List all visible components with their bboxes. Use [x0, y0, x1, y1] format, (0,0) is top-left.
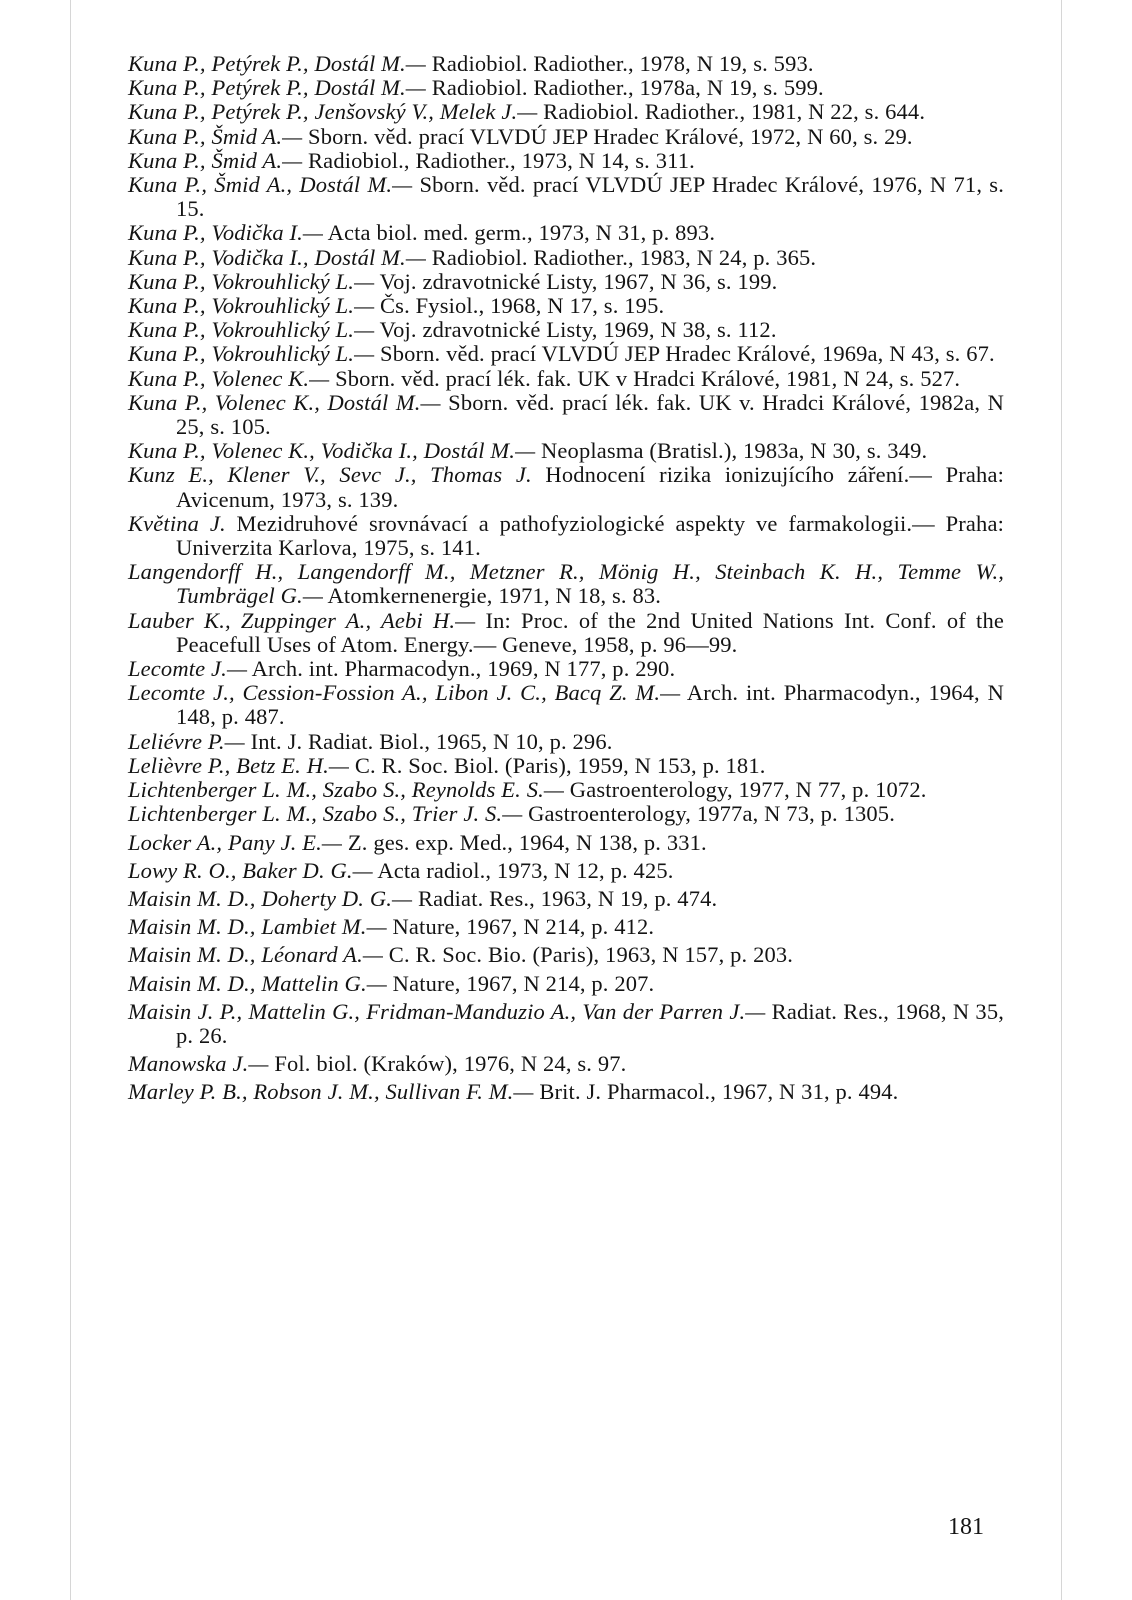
reference-authors: Kuna P., Vokrouhlický L.— [128, 293, 375, 319]
reference-source: Voj. zdravotnické Listy, 1967, N 36, s. 199. [374, 268, 778, 294]
reference-source: Brit. J. Pharmacol., 1967, N 31, p. 494. [533, 1079, 899, 1105]
reference-source: Sborn. věd. prací lék. fak. UK v. Hradci Králové, 1982a, N 25, s. 105. [176, 389, 1005, 440]
reference-source: Acta biol. med. germ., 1973, N 31, p. 893. [323, 220, 716, 246]
reference-source: Nature, 1967, N 214, p. 207. [386, 970, 655, 996]
reference-source: Neoplasma (Bratisl.), 1983a, N 30, s. 349. [535, 438, 928, 464]
reference-authors: Kunz E., Klener V., Sevc J., Thomas J. [128, 462, 532, 488]
reference-authors: Kuna P., Petýrek P., Jenšovský V., Melek J.— [128, 99, 538, 125]
reference-entry [128, 778, 1004, 802]
reference-authors: Lauber K., Zuppinger A., Aebi H.— [128, 607, 476, 633]
reference-authors: Kuna P., Šmid A.— [128, 147, 303, 173]
reference-entry [128, 318, 1004, 342]
reference-authors: Lichtenberger L. M., Szabo S., Reynolds E. S.— [128, 777, 565, 803]
reference-authors: Kuna P., Šmid A.— [128, 123, 303, 149]
reference-entry [128, 859, 1004, 883]
reference-source: Sborn. věd. prací VLVDÚ JEP Hradec Králové, 1976, N 71, s. 15. [176, 172, 1004, 222]
reference-source: Hodnocení rizika ionizujícího záření.— Praha: Avicenum, 1973, s. 139. [176, 462, 1004, 512]
reference-entry [128, 246, 1004, 270]
reference-entry [128, 887, 1004, 911]
reference-entry [128, 915, 1004, 939]
reference-source: Arch. int. Pharmacodyn., 1969, N 177, p. 290. [247, 656, 676, 682]
reference-source: In: Proc. of the 2nd United Nations Int. Conf. of the Peacefull Uses of Atom. Energy.— Geneve, 1958, p. 96—99. [176, 607, 1004, 657]
reference-source: Voj. zdravotnické Listy, 1969, N 38, s. 112. [374, 317, 777, 343]
reference-entry [128, 221, 1004, 245]
reference-entry [128, 681, 1004, 729]
reference-source: Atomkernenergie, 1971, N 18, s. 83. [322, 583, 662, 609]
reference-source: Radiobiol., Radiother., 1973, N 14, s. 311. [302, 147, 695, 173]
reference-source: Z. ges. exp. Med., 1964, N 138, p. 331. [342, 829, 707, 855]
reference-entry [128, 52, 1004, 76]
reference-authors: Kuna P., Vokrouhlický L.— [128, 317, 375, 343]
reference-authors: Langendorff H., Langendorff M., Metzner R., Mönig H., Steinbach K. H., Temme W., Tumbrägel G.— [128, 559, 1004, 609]
reference-entry [128, 149, 1004, 173]
reference-authors: Kuna P., Vodička I.— [128, 220, 324, 246]
reference-authors: Kuna P., Petýrek P., Dostál M.— [128, 75, 426, 101]
reference-source: Radiat. Res., 1963, N 19, p. 474. [412, 885, 718, 911]
reference-source: Gastroenterology, 1977, N 77, p. 1072. [564, 777, 927, 803]
reference-source: Čs. Fysiol., 1968, N 17, s. 195. [374, 293, 665, 319]
reference-authors: Kuna P., Šmid A., Dostál M.— [128, 172, 413, 198]
reference-source: Int. J. Radiat. Biol., 1965, N 10, p. 296. [244, 728, 613, 754]
reference-authors: Kuna P., Volenec K., Dostál M.— [128, 389, 441, 415]
reference-authors: Maisin M. D., Mattelin G.— [128, 970, 387, 996]
reference-authors: Lichtenberger L. M., Szabo S., Trier J. S.— [128, 801, 523, 827]
reference-source: Mezidruhové srovnávací a pathofyziologické aspekty ve farmakologii.— Praha: Univerzita Karlova, 1975, s. 141. [176, 510, 1004, 561]
reference-authors: Maisin M. D., Doherty D. G.— [128, 885, 413, 911]
reference-authors: Kuna P., Volenec K.— [128, 365, 330, 391]
reference-entry [128, 342, 1004, 366]
reference-source: Gastroenterology, 1977a, N 73, p. 1305. [522, 801, 895, 827]
reference-entry [128, 125, 1004, 149]
reference-list [128, 52, 1004, 1105]
reference-source: Radiat. Res., 1968, N 35, p. 26. [176, 998, 1004, 1048]
reference-authors: Kuna P., Volenec K., Vodička I., Dostál M.— [128, 438, 536, 464]
page-number: 181 [948, 1514, 984, 1540]
reference-source: Arch. int. Pharmacodyn., 1964, N 148, p. 487. [176, 680, 1004, 730]
reference-entry [128, 76, 1004, 100]
reference-source: Fol. biol. (Kraków), 1976, N 24, s. 97. [268, 1051, 627, 1077]
reference-authors: Lecomte J., Cession-Fossion A., Libon J. C., Bacq Z. M.— [128, 680, 681, 706]
reference-entry [128, 1052, 1004, 1076]
reference-authors: Kuna P., Vokrouhlický L.— [128, 341, 375, 367]
reference-entry [128, 560, 1004, 608]
reference-authors: Manowska J.— [128, 1051, 269, 1077]
reference-authors: Lelièvre P., Betz E. H.— [128, 752, 350, 778]
reference-authors: Kuna P., Vodička I., Dostál M.— [128, 244, 426, 270]
reference-authors: Kuna P., Petýrek P., Dostál M.— [128, 51, 426, 76]
reference-entry [128, 754, 1004, 778]
reference-authors: Lowy R. O., Baker D. G.— [128, 857, 373, 883]
reference-entry [128, 1080, 1004, 1104]
reference-authors: Maisin J. P., Mattelin G., Fridman-Manduzio A., Van der Parren J.— [128, 998, 766, 1024]
reference-authors: Lecomte J.— [128, 656, 248, 682]
reference-authors: Maisin M. D., Lambiet M.— [128, 914, 387, 940]
reference-entry [128, 173, 1004, 221]
reference-entry [128, 972, 1004, 996]
reference-entry [128, 730, 1004, 754]
reference-entry [128, 831, 1004, 855]
reference-entry [128, 609, 1004, 657]
reference-source: Radiobiol. Radiother., 1983, N 24, p. 365. [425, 244, 817, 270]
reference-entry [128, 270, 1004, 294]
reference-authors: Květina J. [128, 510, 226, 536]
reference-source: C. R. Soc. Bio. (Paris), 1963, N 157, p. 203. [383, 942, 794, 968]
reference-entry [128, 802, 1004, 826]
reference-authors: Locker A., Pany J. E.— [128, 829, 343, 855]
reference-entry [128, 100, 1004, 124]
reference-entry [128, 294, 1004, 318]
reference-source: Radiobiol. Radiother., 1981, N 22, s. 644. [537, 99, 926, 125]
reference-entry [128, 463, 1004, 511]
reference-source: Radiobiol. Radiother., 1978, N 19, s. 593. [425, 51, 814, 76]
reference-entry [128, 943, 1004, 967]
reference-source: Sborn. věd. prací VLVDÚ JEP Hradec Králové, 1969a, N 43, s. 67. [374, 341, 995, 367]
reference-source: Radiobiol. Radiother., 1978a, N 19, s. 599. [425, 75, 824, 101]
reference-entry [128, 367, 1004, 391]
reference-source: Nature, 1967, N 214, p. 412. [386, 914, 655, 940]
reference-entry [128, 657, 1004, 681]
reference-source: Acta radiol., 1973, N 12, p. 425. [372, 857, 674, 883]
reference-authors: Kuna P., Vokrouhlický L.— [128, 268, 375, 294]
reference-authors: Marley P. B., Robson J. M., Sullivan F. M.— [128, 1079, 534, 1105]
reference-authors: Maisin M. D., Léonard A.— [128, 942, 384, 968]
reference-source: Sborn. věd. prací lék. fak. UK v Hradci Králové, 1981, N 24, s. 527. [329, 365, 961, 391]
reference-source: Sborn. věd. prací VLVDÚ JEP Hradec Králové, 1972, N 60, s. 29. [302, 123, 913, 149]
reference-entry [128, 391, 1004, 439]
reference-entry [128, 512, 1004, 560]
reference-entry [128, 1000, 1004, 1048]
reference-authors: Leliévre P.— [128, 728, 245, 754]
reference-entry [128, 439, 1004, 463]
reference-source: C. R. Soc. Biol. (Paris), 1959, N 153, p. 181. [349, 752, 766, 778]
